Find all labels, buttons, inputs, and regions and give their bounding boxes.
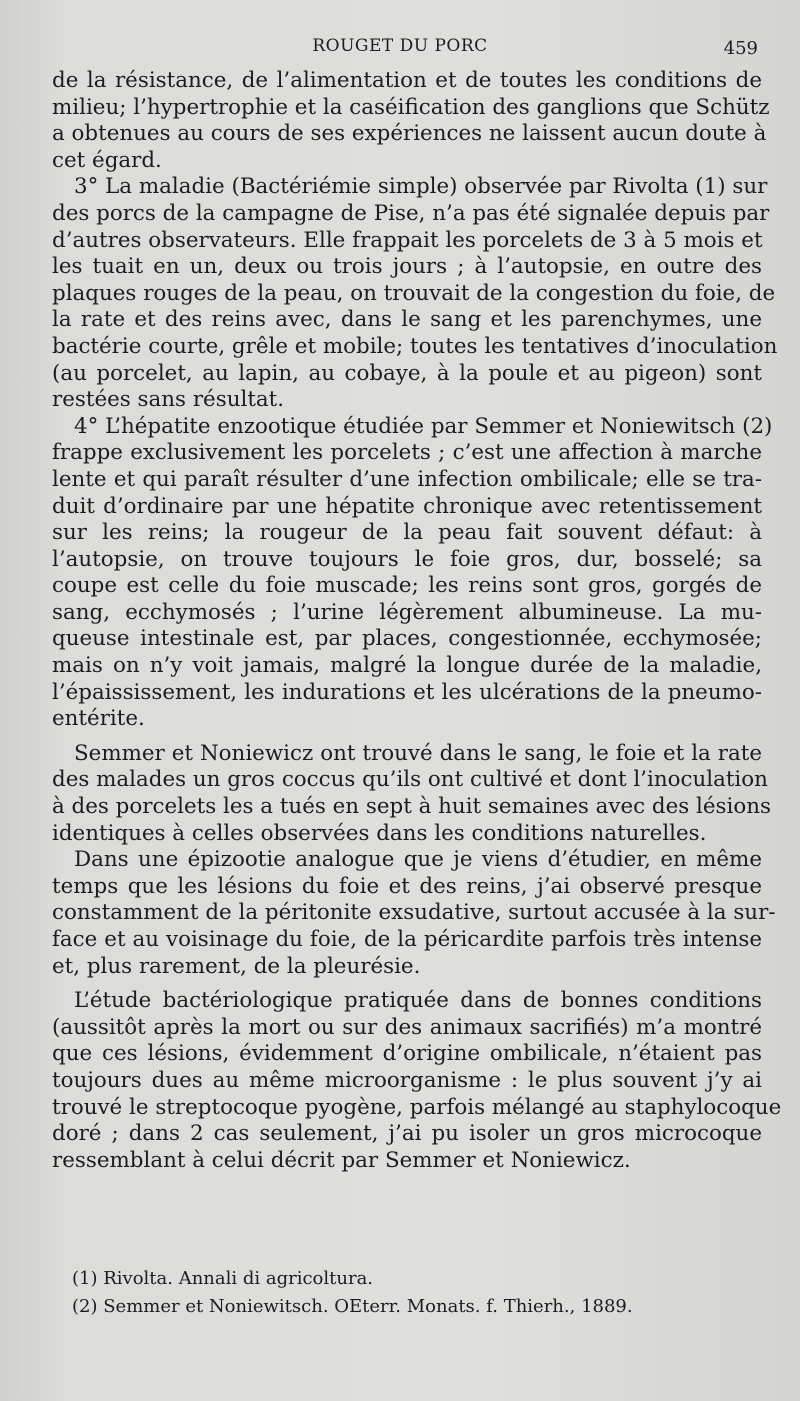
text-line: entérite.	[52, 706, 145, 732]
text-line: identiques à celles observées dans les conditions naturelles.	[52, 820, 707, 846]
footnote-1: (1) Rivolta. Annali di agricoltura.	[72, 1268, 374, 1289]
text-line: doré ; dans 2 cas seulement, j’ai pu isoler un gros microcoque	[52, 1121, 762, 1147]
footnote-2: (2) Semmer et Noniewitsch. OEterr. Monats. f. Thierh., 1889.	[72, 1296, 633, 1317]
text-line: a obtenues au cours de ses expériences ne laissent aucun doute à	[52, 121, 767, 147]
text-line: des malades un gros coccus qu’ils ont cultivé et dont l’inoculation	[52, 767, 768, 793]
text-line: de la résistance, de l’alimentation et de toutes les conditions de	[52, 68, 762, 93]
text-line: lente et qui paraît résulter d’une infection ombilicale; elle se tra-	[52, 466, 762, 492]
text-line: ressemblant à celui décrit par Semmer et Noniewicz.	[52, 1147, 631, 1173]
text-line: les tuait en un, deux ou trois jours ; à l’autopsie, en outre des	[52, 254, 762, 280]
text-line: queuse intestinale est, par places, congestionnée, ecchymosée;	[52, 626, 762, 652]
text-line: L’étude bactériologique pratiquée dans de bonnes conditions	[74, 988, 762, 1014]
running-title: ROUGET DU PORC	[312, 36, 488, 56]
text-line: frappe exclusivement les porcelets ; c’est une affection à marche	[52, 440, 762, 466]
text-line: (au porcelet, au lapin, au cobaye, à la poule et au pigeon) sont	[52, 360, 762, 386]
text-line: cet égard.	[52, 147, 162, 173]
text-line: restées sans résultat.	[52, 387, 285, 413]
page-number: 459	[723, 38, 758, 59]
text-line: temps que les lésions du foie et des reins, j’ai observé presque	[52, 873, 762, 899]
text-line: plaques rouges de la peau, on trouvait de la congestion du foie, de	[52, 280, 776, 306]
text-line: constamment de la péritonite exsudative, surtout accusée à la sur-	[52, 900, 776, 926]
text-line: l’épaississement, les indurations et les ulcérations de la pneumo-	[52, 679, 762, 705]
text-line: milieu; l’hypertrophie et la caséification des ganglions que Schütz	[52, 94, 770, 120]
text-line: sur les reins; la rougeur de la peau fait souvent défaut: à	[52, 520, 762, 546]
page-header	[0, 34, 800, 62]
text-line: à des porcelets les a tués en sept à huit semaines avec des lésions	[52, 794, 772, 820]
text-line: 3° La maladie (Bactériémie simple) observée par Rivolta (1) sur	[74, 174, 768, 200]
text-line: (aussitôt après la mort ou sur des animaux sacrifiés) m’a montré	[52, 1014, 762, 1040]
footnotes	[72, 1265, 752, 1321]
text-line: l’autopsie, on trouve toujours le foie gros, dur, bosselé; sa	[52, 546, 762, 572]
body-text	[52, 68, 782, 1174]
text-line: mais on n’y voit jamais, malgré la longue durée de la maladie,	[52, 653, 762, 679]
text-line: des porcs de la campagne de Pise, n’a pas été signalée depuis par	[52, 200, 770, 226]
text-line: d’autres observateurs. Elle frappait les porcelets de 3 à 5 mois et	[52, 227, 763, 253]
text-line: que ces lésions, évidemment d’origine ombilicale, n’étaient pas	[52, 1041, 762, 1067]
text-line: face et au voisinage du foie, de la péricardite parfois très intense	[52, 927, 762, 952]
text-line: sang, ecchymosés ; l’urine légèrement albumineuse. La mu-	[52, 599, 762, 625]
text-line: et, plus rarement, de la pleurésie.	[52, 953, 421, 979]
text-line: toujours dues au même microorganisme : le plus souvent j’y ai	[52, 1067, 762, 1093]
text-line: trouvé le streptocoque pyogène, parfois mélangé au staphylocoque	[52, 1094, 782, 1120]
text-line: bactérie courte, grêle et mobile; toutes les tentatives d’inoculation	[52, 333, 778, 359]
text-line: la rate et des reins avec, dans le sang et les parenchymes, une	[52, 307, 762, 333]
text-line: duit d’ordinaire par une hépatite chronique avec retentissement	[52, 493, 762, 519]
text-line: Dans une épizootie analogue que je viens d’étudier, en même	[74, 847, 762, 873]
text-line: 4° L’hépatite enzootique étudiée par Semmer et Noniewitsch (2)	[74, 413, 773, 439]
text-line: Semmer et Noniewicz ont trouvé dans le sang, le foie et la rate	[74, 740, 762, 766]
text-line: coupe est celle du foie muscade; les reins sont gros, gorgés de	[52, 573, 762, 599]
